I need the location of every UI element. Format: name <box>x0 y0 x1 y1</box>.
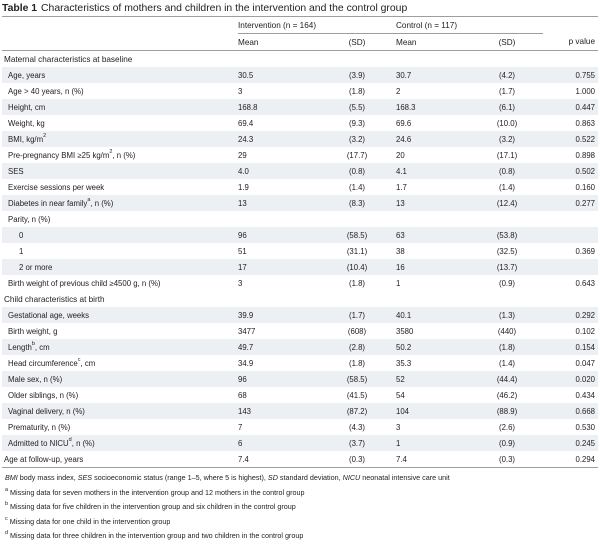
intervention-mean-cell: 4.0 <box>238 163 318 179</box>
control-sd-cell: (0.9) <box>498 278 516 288</box>
intervention-mean-cell: 3477 <box>238 326 256 336</box>
row-label: Admitted to NICU$^d$, n (%) <box>2 435 238 451</box>
p-value-cell: 0.294 <box>543 451 598 468</box>
footnote: $^b$ Missing data for five children in the intervention group and six children in the control group <box>5 501 296 512</box>
control-sd-cell: (1.8) <box>471 339 543 355</box>
intervention-mean-cell: 68 <box>238 390 247 400</box>
row-label: 1 <box>19 246 24 256</box>
control-mean-cell: 30.7 <box>396 67 471 83</box>
intervention-sd-cell: (10.4) <box>318 259 396 275</box>
control-sd-cell: (3.2) <box>471 131 543 147</box>
table-row <box>2 243 598 259</box>
intervention-mean-cell: 29 <box>238 150 247 160</box>
control-mean-cell: 35.3 <box>396 358 412 368</box>
intervention-sd-cell: (1.8) <box>348 278 366 288</box>
p-value-header: p value <box>543 34 598 51</box>
table-row <box>2 195 598 211</box>
abbreviation-definition: neonatal intensive care unit <box>360 473 450 482</box>
row-label: Diabetes in near family$^a$, n (%) <box>2 195 238 211</box>
intervention-sd-cell: (5.5) <box>318 99 396 115</box>
p-value-cell: 0.755 <box>543 67 598 83</box>
p-value-cell <box>543 259 598 275</box>
control-mean-cell: 63 <box>396 227 471 243</box>
table-row <box>2 435 598 451</box>
control-mean-cell: 52 <box>396 371 471 387</box>
abbreviation-definition: socioeconomic status (range 1–5, where 5 is highest), <box>92 473 268 482</box>
intervention-mean-cell: 168.8 <box>238 99 318 115</box>
row-label: Head circumference$^c$, cm <box>8 357 96 368</box>
control-sd-cell <box>471 211 543 227</box>
control-sd-cell: (88.9) <box>471 403 543 419</box>
row-label: BMI, $kg/m^2$ <box>2 131 238 147</box>
control-sd-cell: (32.5) <box>496 246 518 256</box>
row-label: Exercise sessions per week <box>8 182 105 192</box>
control-mean-cell: 7.4 <box>396 451 471 468</box>
p-value-cell: 0.643 <box>575 278 595 288</box>
abbreviation-note <box>5 471 598 486</box>
row-label: Parity, n (%) <box>8 214 51 224</box>
control-sd-cell: (17.1) <box>496 150 518 160</box>
intervention-mean-cell: 1.9 <box>238 182 249 192</box>
control-sd-cell: (44.4) <box>471 371 543 387</box>
control-mean-cell: 4.1 <box>396 163 471 179</box>
p-value-cell: 0.668 <box>543 403 598 419</box>
p-value-cell <box>543 227 598 243</box>
intervention-sd-cell: (608) <box>347 326 367 336</box>
p-value-cell: 0.154 <box>543 339 598 355</box>
control-sd-header: (SD) <box>471 34 543 51</box>
row-label: Pre-pregnancy BMI ≥25 $kg/m^2$, n (%) <box>8 149 136 160</box>
intervention-mean-cell <box>238 211 318 227</box>
control-sd-cell: (1.3) <box>471 307 543 323</box>
intervention-sd-cell: (1.8) <box>348 86 366 96</box>
control-mean-cell: 104 <box>396 403 471 419</box>
control-sd-cell: (1.4) <box>498 358 516 368</box>
intervention-mean-cell: 3 <box>238 278 243 288</box>
intervention-sd-cell: (0.8) <box>318 163 396 179</box>
row-label: Prematurity, n (%) <box>8 422 71 432</box>
intervention-sd-cell: (3.9) <box>318 67 396 83</box>
control-sd-cell: (53.8) <box>471 227 543 243</box>
table-figure <box>2 1 598 544</box>
control-mean-cell: 40.1 <box>396 307 471 323</box>
p-value-cell: 0.160 <box>575 182 595 192</box>
table-row <box>2 67 598 83</box>
control-mean-cell: 3580 <box>396 326 414 336</box>
control-mean-cell: 50.2 <box>396 339 471 355</box>
intervention-sd-cell: (1.8) <box>348 358 366 368</box>
footnote: $^d$ Missing data for three children in the intervention group and two children in the control group <box>5 530 304 541</box>
control-mean-cell: 38 <box>396 246 405 256</box>
intervention-sd-cell: (31.1) <box>346 246 368 256</box>
intervention-mean-cell: 3 <box>238 86 243 96</box>
table-row <box>2 227 598 243</box>
row-label: Age at follow-up, years <box>2 451 238 468</box>
intervention-mean-cell: 51 <box>238 246 247 256</box>
control-mean-header: Mean <box>396 34 471 51</box>
intervention-sd-cell: (2.8) <box>318 339 396 355</box>
table-row <box>2 451 598 468</box>
column-header-row <box>2 34 598 51</box>
control-sd-cell: (1.7) <box>498 86 516 96</box>
row-label: Length$^b$, cm <box>2 339 238 355</box>
control-group-header: Control (n = 117) <box>396 17 543 34</box>
characteristics-table <box>2 16 598 468</box>
control-mean-cell: 168.3 <box>396 99 471 115</box>
control-mean-cell: 69.6 <box>396 118 412 128</box>
table-row <box>2 307 598 323</box>
intervention-sd-cell: (3.2) <box>318 131 396 147</box>
table-row <box>2 259 598 275</box>
intervention-mean-cell: 13 <box>238 195 318 211</box>
p-value-cell <box>543 211 598 227</box>
control-sd-cell: (10.0) <box>496 118 518 128</box>
table-row <box>2 323 598 339</box>
intervention-sd-cell: (1.7) <box>318 307 396 323</box>
abbreviation-definition: body mass index, <box>17 473 78 482</box>
row-label: Older siblings, n (%) <box>8 390 79 400</box>
control-mean-cell: 1 <box>396 278 401 288</box>
row-label: Birth weight of previous child ≥4500 g, n (%) <box>8 278 161 288</box>
intervention-sd-header: (SD) <box>318 34 396 51</box>
p-value-cell: 0.434 <box>575 390 595 400</box>
control-mean-cell: 24.6 <box>396 131 471 147</box>
intervention-sd-cell: (41.5) <box>346 390 368 400</box>
table-row <box>2 115 598 131</box>
table-row <box>2 275 598 291</box>
footnote: $^a$ Missing data for seven mothers in the intervention group and 12 mothers in the control group <box>5 486 305 497</box>
control-mean-cell: 3 <box>396 422 401 432</box>
p-value-cell: 0.530 <box>575 422 595 432</box>
p-value-cell: 0.245 <box>543 435 598 451</box>
control-sd-cell: (6.1) <box>471 99 543 115</box>
row-label: Gestational age, weeks <box>2 307 238 323</box>
p-value-cell: 1.000 <box>575 86 595 96</box>
intervention-sd-cell: (17.7) <box>346 150 368 160</box>
intervention-mean-cell: 96 <box>238 371 318 387</box>
row-label: Vaginal delivery, n (%) <box>2 403 238 419</box>
row-label: Male sex, n (%) <box>2 371 238 387</box>
intervention-mean-header: Mean <box>238 34 318 51</box>
table-row <box>2 179 598 195</box>
p-value-cell: 0.447 <box>543 99 598 115</box>
table-row <box>2 387 598 403</box>
intervention-sd-cell: (87.2) <box>318 403 396 419</box>
table-row <box>2 147 598 163</box>
control-sd-cell: (0.3) <box>471 451 543 468</box>
control-mean-cell <box>396 211 471 227</box>
p-value-cell: 0.292 <box>543 307 598 323</box>
control-sd-cell: (2.6) <box>498 422 516 432</box>
p-value-cell: 0.020 <box>543 371 598 387</box>
control-sd-cell: (4.2) <box>471 67 543 83</box>
intervention-mean-cell: 49.7 <box>238 339 318 355</box>
control-mean-cell: 1.7 <box>396 182 407 192</box>
table-title <box>2 1 598 16</box>
intervention-mean-cell: 96 <box>238 227 318 243</box>
intervention-sd-cell <box>318 211 396 227</box>
intervention-mean-cell: 7.4 <box>238 451 318 468</box>
control-sd-cell: (13.7) <box>471 259 543 275</box>
section-header-maternal: Maternal characteristics at baseline <box>4 54 133 64</box>
intervention-sd-cell: (0.3) <box>318 451 396 468</box>
table-footnotes <box>2 471 598 544</box>
intervention-mean-cell: 6 <box>238 435 318 451</box>
row-label: 2 or more <box>2 259 238 275</box>
table-row <box>2 83 598 99</box>
intervention-mean-cell: 7 <box>238 422 243 432</box>
p-value-cell: 0.502 <box>543 163 598 179</box>
table-row <box>2 131 598 147</box>
p-value-cell: 0.898 <box>575 150 595 160</box>
control-sd-cell: (1.4) <box>498 182 516 192</box>
control-sd-cell: (12.4) <box>471 195 543 211</box>
group-header-row <box>2 17 598 34</box>
row-label: 0 <box>2 227 238 243</box>
control-sd-cell: (0.8) <box>471 163 543 179</box>
p-value-cell: 0.047 <box>575 358 595 368</box>
control-sd-cell: (440) <box>497 326 517 336</box>
control-mean-cell: 54 <box>396 390 405 400</box>
table-row <box>2 403 598 419</box>
control-sd-cell: (0.9) <box>471 435 543 451</box>
abbreviation: SD <box>267 473 278 482</box>
section-header-child: Child characteristics at birth <box>4 294 105 304</box>
footnote: $^c$ Missing data for one child in the intervention group <box>5 515 171 526</box>
table-row <box>2 355 598 371</box>
abbreviation-definition: standard deviation, <box>277 473 343 482</box>
row-label: SES <box>2 163 238 179</box>
control-mean-cell: 20 <box>396 150 405 160</box>
p-value-cell: 0.102 <box>575 326 595 336</box>
footnote-list <box>5 486 598 544</box>
table-row <box>2 163 598 179</box>
row-label: Birth weight, g <box>8 326 58 336</box>
table-number: Table 1 <box>2 3 38 14</box>
control-sd-cell: (46.2) <box>496 390 518 400</box>
intervention-mean-cell: 30.5 <box>238 67 318 83</box>
p-value-cell: 0.369 <box>575 246 595 256</box>
intervention-mean-cell: 24.3 <box>238 131 318 147</box>
control-mean-cell: 2 <box>396 86 401 96</box>
abbreviation: BMI <box>5 473 18 482</box>
intervention-mean-cell: 69.4 <box>238 118 254 128</box>
control-mean-cell: 1 <box>396 435 471 451</box>
row-label: Height, cm <box>2 99 238 115</box>
table-row <box>2 419 598 435</box>
p-value-cell: 0.277 <box>543 195 598 211</box>
p-value-cell: 0.863 <box>575 118 595 128</box>
table-row <box>2 99 598 115</box>
table-body <box>2 51 598 468</box>
intervention-mean-cell: 17 <box>238 259 318 275</box>
intervention-sd-cell: (4.3) <box>348 422 366 432</box>
intervention-sd-cell: (9.3) <box>348 118 366 128</box>
intervention-sd-cell: (1.4) <box>348 182 366 192</box>
table-row <box>2 339 598 355</box>
row-label: Age, years <box>2 67 238 83</box>
control-mean-cell: 13 <box>396 195 471 211</box>
control-mean-cell: 16 <box>396 259 471 275</box>
intervention-sd-cell: (58.5) <box>318 371 396 387</box>
abbreviation: NICU <box>342 473 361 482</box>
row-label: Weight, kg <box>8 118 45 128</box>
intervention-sd-cell: (58.5) <box>318 227 396 243</box>
intervention-mean-cell: 39.9 <box>238 307 318 323</box>
intervention-mean-cell: 34.9 <box>238 358 254 368</box>
intervention-mean-cell: 143 <box>238 403 318 419</box>
abbreviation: SES <box>77 473 93 482</box>
intervention-sd-cell: (8.3) <box>318 195 396 211</box>
intervention-sd-cell: (3.7) <box>318 435 396 451</box>
table-caption: Characteristics of mothers and children in the intervention and the control group <box>41 3 408 14</box>
row-label: Age > 40 years, n (%) <box>8 86 84 96</box>
table-row <box>2 371 598 387</box>
table-row <box>2 211 598 227</box>
p-value-cell: 0.522 <box>543 131 598 147</box>
intervention-group-header: Intervention (n = 164) <box>238 17 396 34</box>
